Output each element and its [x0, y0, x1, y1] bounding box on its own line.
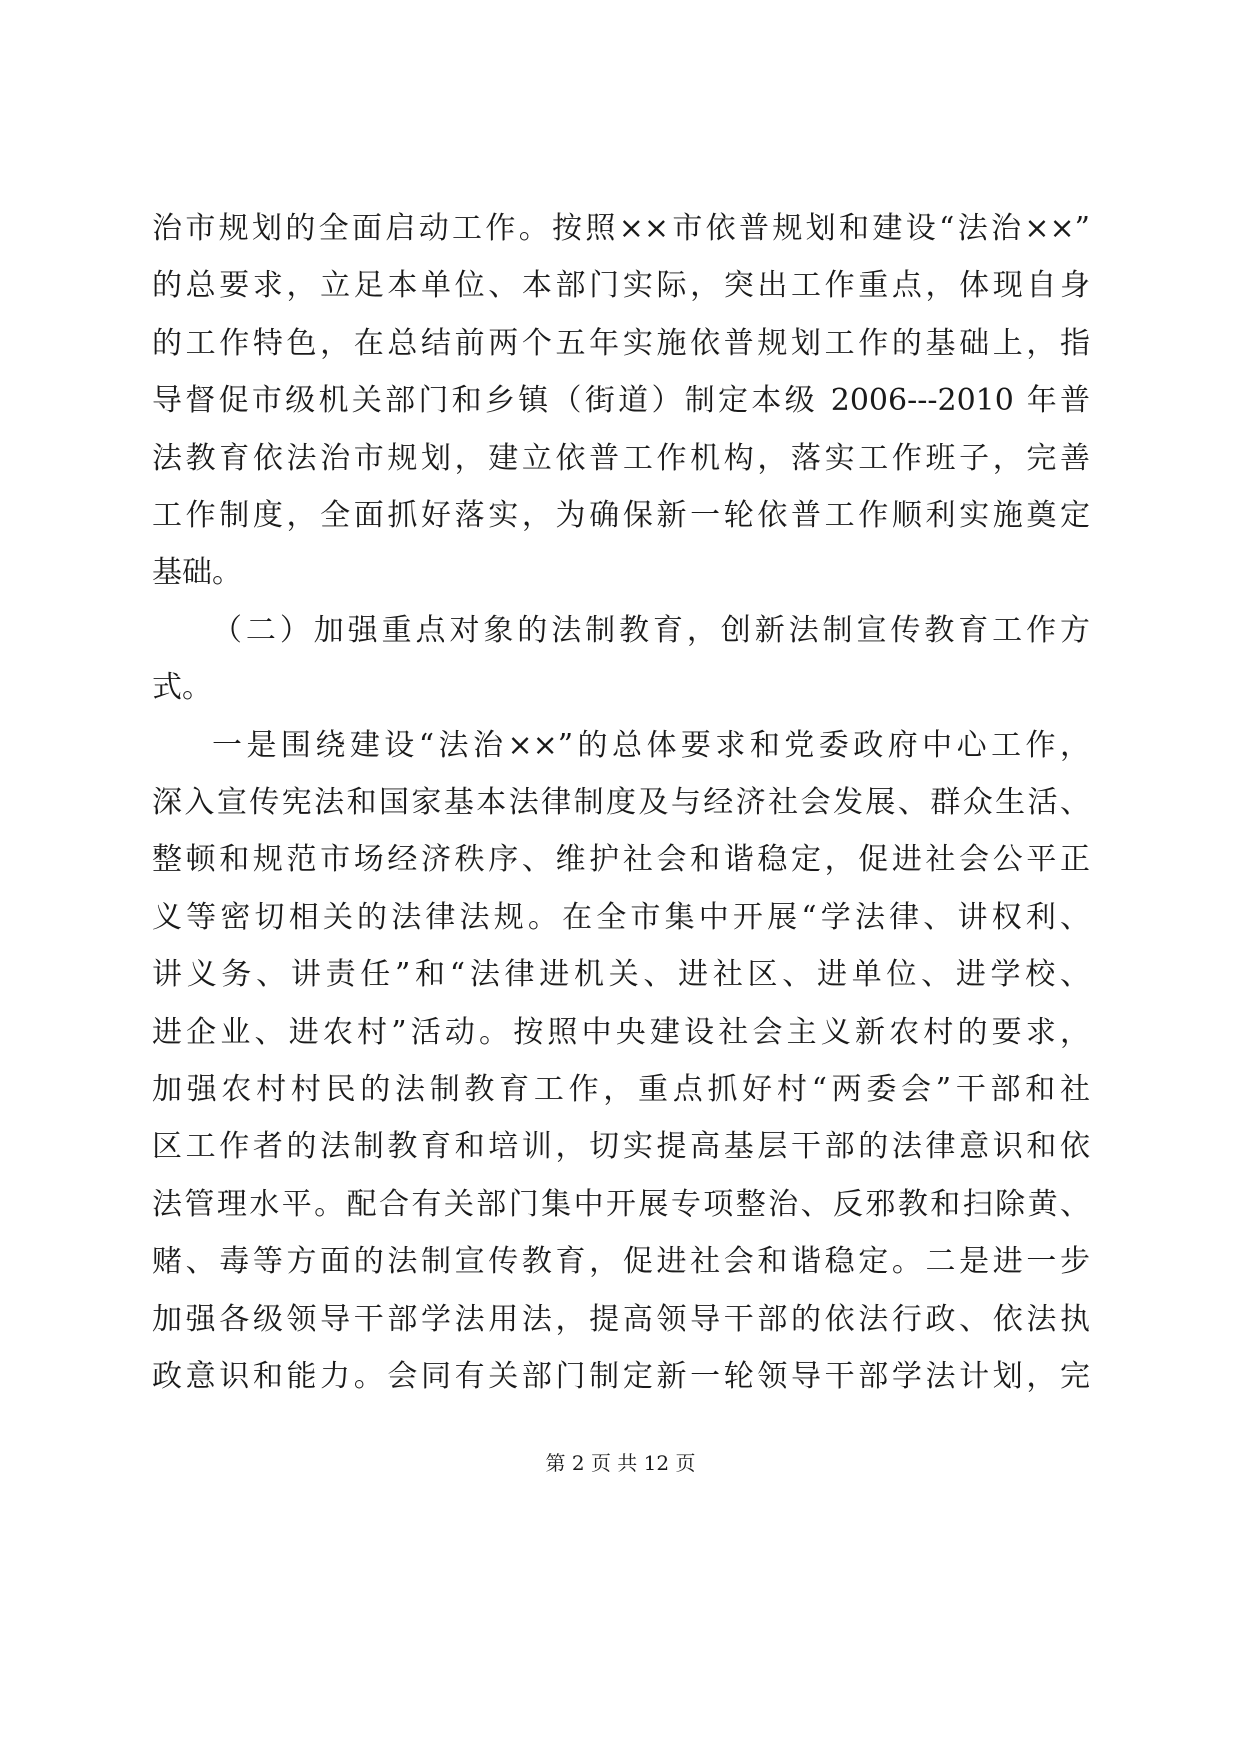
- text-line: （二）加强重点对象的法制教育，创新法制宣传教育工作方: [212, 612, 1090, 648]
- text-line: 政意识和能力。会同有关部门制定新一轮领导干部学法计划，完: [152, 1359, 1090, 1394]
- text-line: 赌、毒等方面的法制宣传教育，促进社会和谐稳定。二是进一步: [152, 1244, 1090, 1280]
- text-line: 进企业、进农村”活动。按照中央建设社会主义新农村的要求，: [152, 1014, 1090, 1050]
- text-line: 加强各级领导干部学法用法，提高领导干部的依法行政、依法执: [152, 1301, 1090, 1337]
- text-line: 的总要求，立足本单位、本部门实际，突出工作重点，体现自身: [152, 268, 1090, 304]
- text-line: 整顿和规范市场经济秩序、维护社会和谐稳定，促进社会公平正: [152, 842, 1090, 878]
- text-line: 式。: [152, 670, 212, 706]
- text-line: 加强农村村民的法制教育工作，重点抓好村“两委会”干部和社: [152, 1072, 1090, 1107]
- text-line: 讲义务、讲责任”和“法律进机关、进社区、进单位、进学校、: [152, 957, 1090, 993]
- text-line: 法教育依法治市规划，建立依普工作机构，落实工作班子，完善: [152, 440, 1090, 476]
- text-line: 的工作特色，在总结前两个五年实施依普规划工作的基础上，指: [152, 325, 1090, 361]
- text-line: 区工作者的法制教育和培训，切实提高基层干部的法律意识和依: [152, 1129, 1090, 1165]
- text-line: 一是围绕建设“法治××”的总体要求和党委政府中心工作，: [212, 727, 1090, 763]
- text-line: 导督促市级机关部门和乡镇（街道）制定本级 2006---2010 年普: [152, 383, 1090, 419]
- page-footer: 第 2 页 共 12 页: [545, 1451, 696, 1475]
- text-line: 义等密切相关的法律法规。在全市集中开展“学法律、讲权利、: [152, 899, 1090, 935]
- text-line: 治市规划的全面启动工作。按照××市依普规划和建设“法治××”: [152, 211, 1090, 246]
- text-line: 基础。: [152, 555, 242, 591]
- text-line: 法管理水平。配合有关部门集中开展专项整治、反邪教和扫除黄、: [152, 1186, 1090, 1222]
- text-line: 深入宣传宪法和国家基本法律制度及与经济社会发展、群众生活、: [152, 785, 1090, 820]
- text-line: 工作制度，全面抓好落实，为确保新一轮依普工作顺利实施奠定: [152, 498, 1090, 533]
